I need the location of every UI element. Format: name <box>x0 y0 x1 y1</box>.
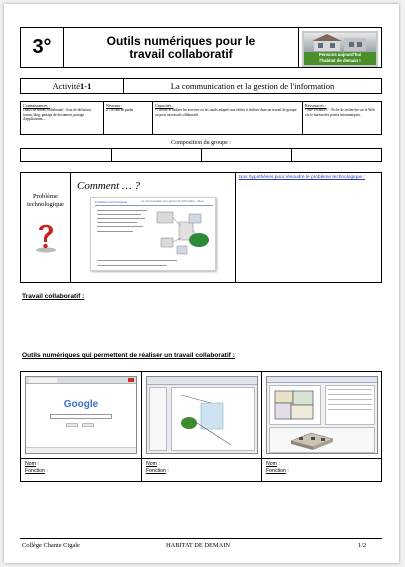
cell-heading: Capacités : <box>155 103 174 108</box>
cell-text: Outils de travail collaboratif : liste de diffusion, forum, blog, partage de document, partage d'applications… <box>23 108 92 122</box>
info-cell-capacites <box>152 101 303 135</box>
tool-screenshot-3d <box>266 376 378 454</box>
info-cell-connaissances <box>20 101 104 135</box>
tool-3-fields <box>266 461 289 475</box>
hypotheses-heading: Nos hypothèses pour résoudre le problème technologique : <box>239 175 365 180</box>
problem-slide-thumbnail <box>90 197 216 271</box>
search-box <box>50 414 112 419</box>
group-member-cell <box>111 148 202 162</box>
slide-text-line <box>97 231 133 232</box>
slide-text-line <box>97 210 147 211</box>
drawing-content <box>171 387 255 451</box>
tool-2-name-label: Nom : <box>146 461 160 467</box>
tools-table-divider <box>261 371 262 482</box>
question-mark-icon <box>34 221 58 253</box>
slide-title: Problème technologique <box>95 200 128 204</box>
logo-slogan: Pensons aujourd'hui l'habitat de demain ! <box>304 52 376 65</box>
cell-text: 2 : Je sais en parler <box>106 108 134 112</box>
document-title: Outils numériques pour le travail collaboratif <box>106 33 256 61</box>
search-logo: Google <box>63 399 99 410</box>
panel-row <box>328 399 372 400</box>
app-toolbar <box>147 377 257 385</box>
logo-box <box>298 27 382 68</box>
info-cell-ressources <box>302 101 382 135</box>
grade-label: 3° <box>32 36 52 58</box>
slide-illustration <box>151 208 213 258</box>
footer-school: Collège Chante Cigale <box>22 542 80 549</box>
problem-label: Problème technologique <box>27 193 64 208</box>
info-cell-niveaux <box>103 101 153 135</box>
slide-text-line <box>97 260 177 261</box>
footer-page-number: 1/2 <box>358 542 367 549</box>
tool-screenshot-drawing <box>146 376 258 454</box>
tool-2-fields <box>146 461 169 475</box>
search-button <box>82 423 94 427</box>
document-title-box <box>63 27 299 68</box>
search-button <box>66 423 78 427</box>
cell-text: - Choisir et utiliser les services ou les outils adaptés aux tâches à réaliser dans un travail de groupe ou pour un travail collaboratif. <box>155 108 297 117</box>
group-member-cell <box>201 148 292 162</box>
panel-row <box>328 394 372 395</box>
activity-title-box <box>123 78 382 94</box>
properties-panel <box>325 385 375 425</box>
app-side-panel <box>149 387 167 451</box>
panel-row <box>328 409 372 410</box>
habitat-logo <box>302 31 378 67</box>
panel-row <box>328 389 372 390</box>
house-illustration <box>304 33 376 52</box>
group-member-cell <box>291 148 382 162</box>
slide-text-line <box>97 226 143 227</box>
browser-footer <box>26 447 136 453</box>
tool-3-function-label: Fonction : <box>266 468 289 474</box>
floor-plan-drawing <box>271 387 319 423</box>
tool-2-function-label: Fonction : <box>146 468 169 474</box>
collaborative-work-heading: Travail collaboratif : <box>22 293 85 300</box>
cell-heading: Niveaux : <box>106 103 123 108</box>
activity-number-box <box>20 78 124 94</box>
cell-heading: Ressources : <box>305 103 327 108</box>
browser-close-icon <box>128 378 134 382</box>
problem-label-box <box>20 172 71 283</box>
grade-box <box>20 27 64 68</box>
slide-text-line <box>97 218 145 219</box>
3d-house-model <box>287 429 337 451</box>
activity-title: La communication et la gestion de l'information <box>170 81 335 91</box>
slide-subtitle: La communication et la gestion de l'information - 3ème <box>141 200 204 203</box>
problem-question-box <box>70 172 236 283</box>
panel-row <box>328 404 372 405</box>
slide-divider <box>95 205 213 206</box>
app-toolbar <box>267 377 377 383</box>
cell-text: - Site TechnoPC - Fiche de recherche sur le Web via le bureau des postes informatiques. <box>305 108 375 117</box>
document-page <box>4 4 399 563</box>
slide-text-line <box>97 214 141 215</box>
tool-1-name-label: Nom : <box>25 461 39 467</box>
footer-project: HABITAT DE DEMAIN <box>166 542 230 549</box>
hypotheses-box <box>235 172 382 283</box>
tools-table-divider <box>141 371 142 482</box>
activity-number: 1-1 <box>80 81 92 91</box>
browser-tab <box>29 378 57 383</box>
group-composition-label: Composition du groupe : <box>171 140 231 146</box>
tool-3-name-label: Nom : <box>266 461 280 467</box>
activity-label: Activité <box>52 81 81 91</box>
digital-tools-heading: Outils numériques qui permettent de réaliser un travail collaboratif : <box>22 352 235 359</box>
tools-table-divider <box>20 458 382 459</box>
tool-1-fields <box>25 461 48 475</box>
tool-screenshot-search <box>25 376 137 454</box>
slide-text-line <box>97 265 167 266</box>
house-photo <box>304 33 376 52</box>
cell-heading: Connaissances : <box>23 103 50 108</box>
footer-rule <box>20 538 382 539</box>
tool-1-function-label: Fonction : <box>25 468 48 474</box>
slide-text-line <box>97 222 137 223</box>
problem-question: Comment … ? <box>77 180 140 192</box>
group-member-cell <box>20 148 112 162</box>
